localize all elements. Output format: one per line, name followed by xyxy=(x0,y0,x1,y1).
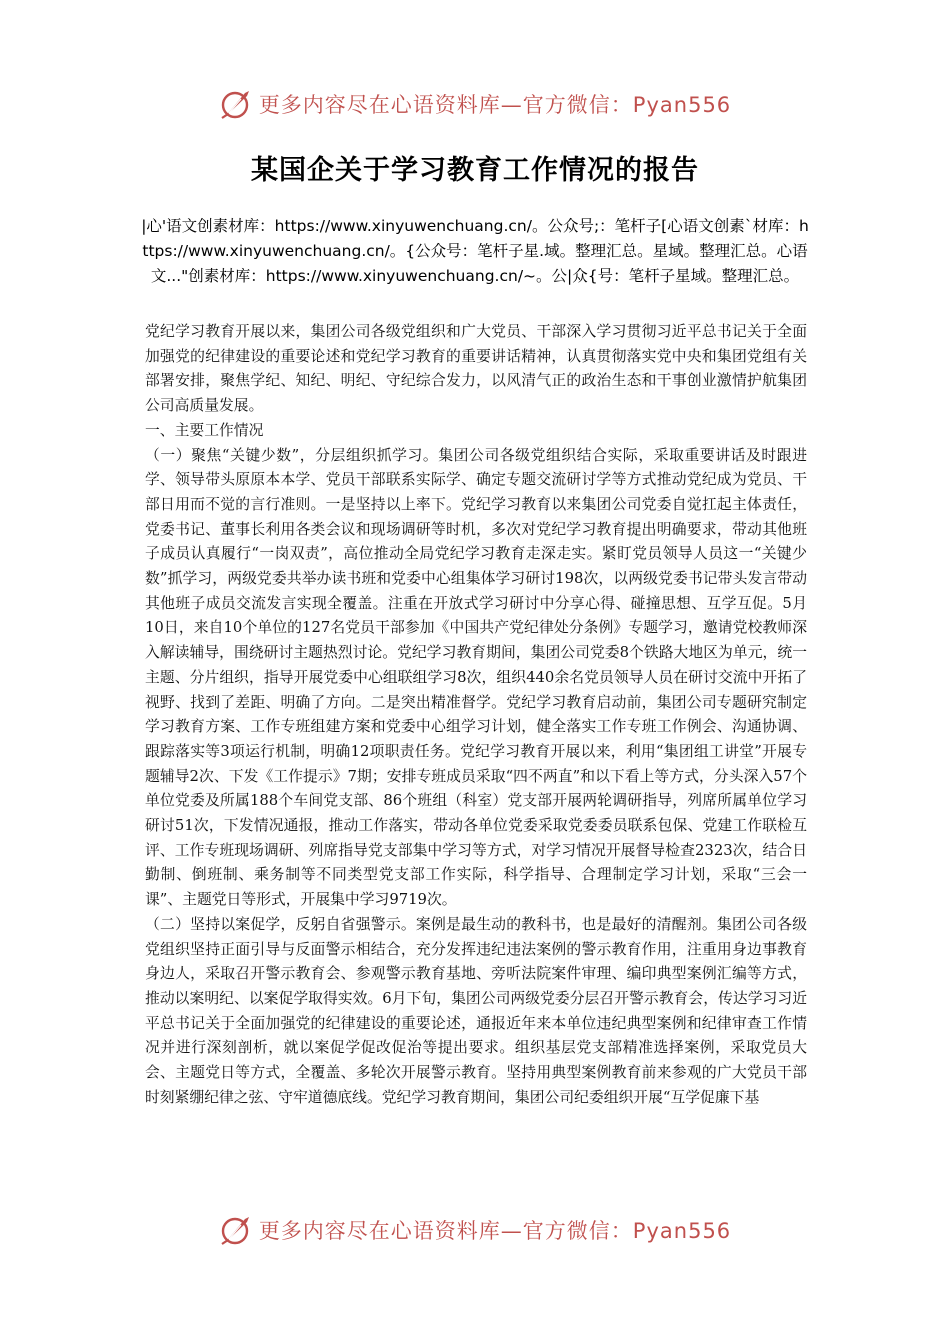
banner-text: 更多内容尽在心语资料库—官方微信：Pyan556 xyxy=(258,93,732,117)
document-title: 某国企关于学习教育工作情况的报告 xyxy=(251,155,699,186)
bottom-watermark-banner xyxy=(0,1208,950,1252)
paragraph-intro: 党纪学习教育开展以来，集团公司各级党组织和广大党员、干部深入学习贯彻习近平总书记关于全面加强党的纪律建设的重要论述和党纪学习教育的重要讲话精神，认真贯彻落实党中央和集团党组有关部署安排，聚焦学纪、知纪、明纪、守纪综合发力，以风清气正的政治生态和干事创业激情护航集团公司高质量发展。 xyxy=(145,323,807,415)
quill-logo-icon xyxy=(219,87,253,121)
paragraph-section-1: （一）聚焦“关键少数”，分层组织抓学习。集团公司各级党组织结合实际，采取重要讲话及时跟进学、领导带头原原本本学、党员干部联系实际学、确定专题交流研讨学等方式推动党纪成为党员、干部日用而不觉的言行准则。一是坚持以上率下。党纪学习教育以来集团公司党委自觉扛起主体责任，党委书记、董事长利用各类会议和现场调研等时机，多次对党纪学习教育提出明确要求，带动其他班子成员认真履行“一岗双责”，高位推动全局党纪学习教育走深走实。紧盯党员领导人员这一“关键少数”抓学习，两级党委共举办读书班和党委中心组集体学习研讨198次，以两级党委书记带头发言带动其他班子成员交流发言实现全覆盖。注重在开放式学习研讨中分享心得、碰撞思想、互学互促。5月10日，来自10个单位的127名党员干部参加《中国共产党纪律处分条例》专题学习，邀请党校教师深入解读辅导，围绕研讨主题热烈讨论。党纪学习教育期间，集团公司党委8个铁路大地区为单元，统一主题、分片组织，指导开展党委中心组联组学习8次，组织440余名党员领导人员在研讨交流中开拓了视野、找到了差距、明确了方向。二是突出精准督学。党纪学习教育启动前，集团公司专题研究制定学习教育方案、工作专班组建方案和党委中心组学习计划，健全落实工作专班工作例会、沟通协调、跟踪落实等3项运行机制，明确12项职责任务。党纪学习教育开展以来，利用“集团组工讲堂”开展专题辅导2次、下发《工作提示》7期；安排专班成员采取“四不两直”和以下看上等方式，分头深入57个单位党委及所属188个车间党支部、86个班组（科室）党支部开展两轮调研指导，列席所属单位学习研讨51次，下发情况通报，推动工作落实，带动各单位党委采取党委委员联系包保、党建工作联检互评、工作专班现场调研、列席指导党支部集中学习等方式，对学习情况开展督导检查2323次，结合日勤制、倒班制、乘务制等不同类型党支部工作实际，科学指导、合理制定学习计划，采取“三会一课”、主题党日等形式，开展集中学习9719次。 xyxy=(145,446,807,909)
top-watermark-banner xyxy=(0,82,950,126)
paragraph-section-2: （二）坚持以案促学，反躬自省强警示。案例是最生动的教科书，也是最好的清醒剂。集团公司各级党组织坚持正面引导与反面警示相结合，充分发挥违纪违法案例的警示教育作用，注重用身边事教育身边人，采取召开警示教育会、参观警示教育基地、旁听法院案件审理、编印典型案例汇编等方式，推动以案明纪、以案促学取得实效。6月下旬，集团公司两级党委分层召开警示教育会，传达学习习近平总书记关于全面加强党的纪律建设的重要论述，通报近年来本单位违纪典型案例和纪律审查工作情况并进行深刻剖析，就以案促学促改促治等提出要求。组织基层党支部精准选择案例，采取党员大会、主题党日等方式，全覆盖、多轮次开展警示教育。坚持用典型案例教育前来参观的广大党员干部时刻紧绷纪律之弦、守牢道德底线。党纪学习教育期间，集团公司纪委组织开展“互学促廉下基 xyxy=(145,915,807,1106)
document-body xyxy=(145,320,807,1111)
source-note: |心'语文创素材库：https://www.xinyuwenchuang.cn/。公众号;：笔杆子[心语文创素`材库：https://www.xinyuwenchuang.cn/。{公众号：笔杆子星.域。整理汇总。星域。整理汇总。心语文..."创素材库：https://www.xinyuwenchuang.cn/~。公|众{号：笔杆子星域。整理汇总。 xyxy=(141,217,809,285)
quill-logo-icon xyxy=(219,1213,253,1247)
banner-text: 更多内容尽在心语资料库—官方微信：Pyan556 xyxy=(258,1219,732,1243)
section-heading: 一、主要工作情况 xyxy=(145,421,264,439)
